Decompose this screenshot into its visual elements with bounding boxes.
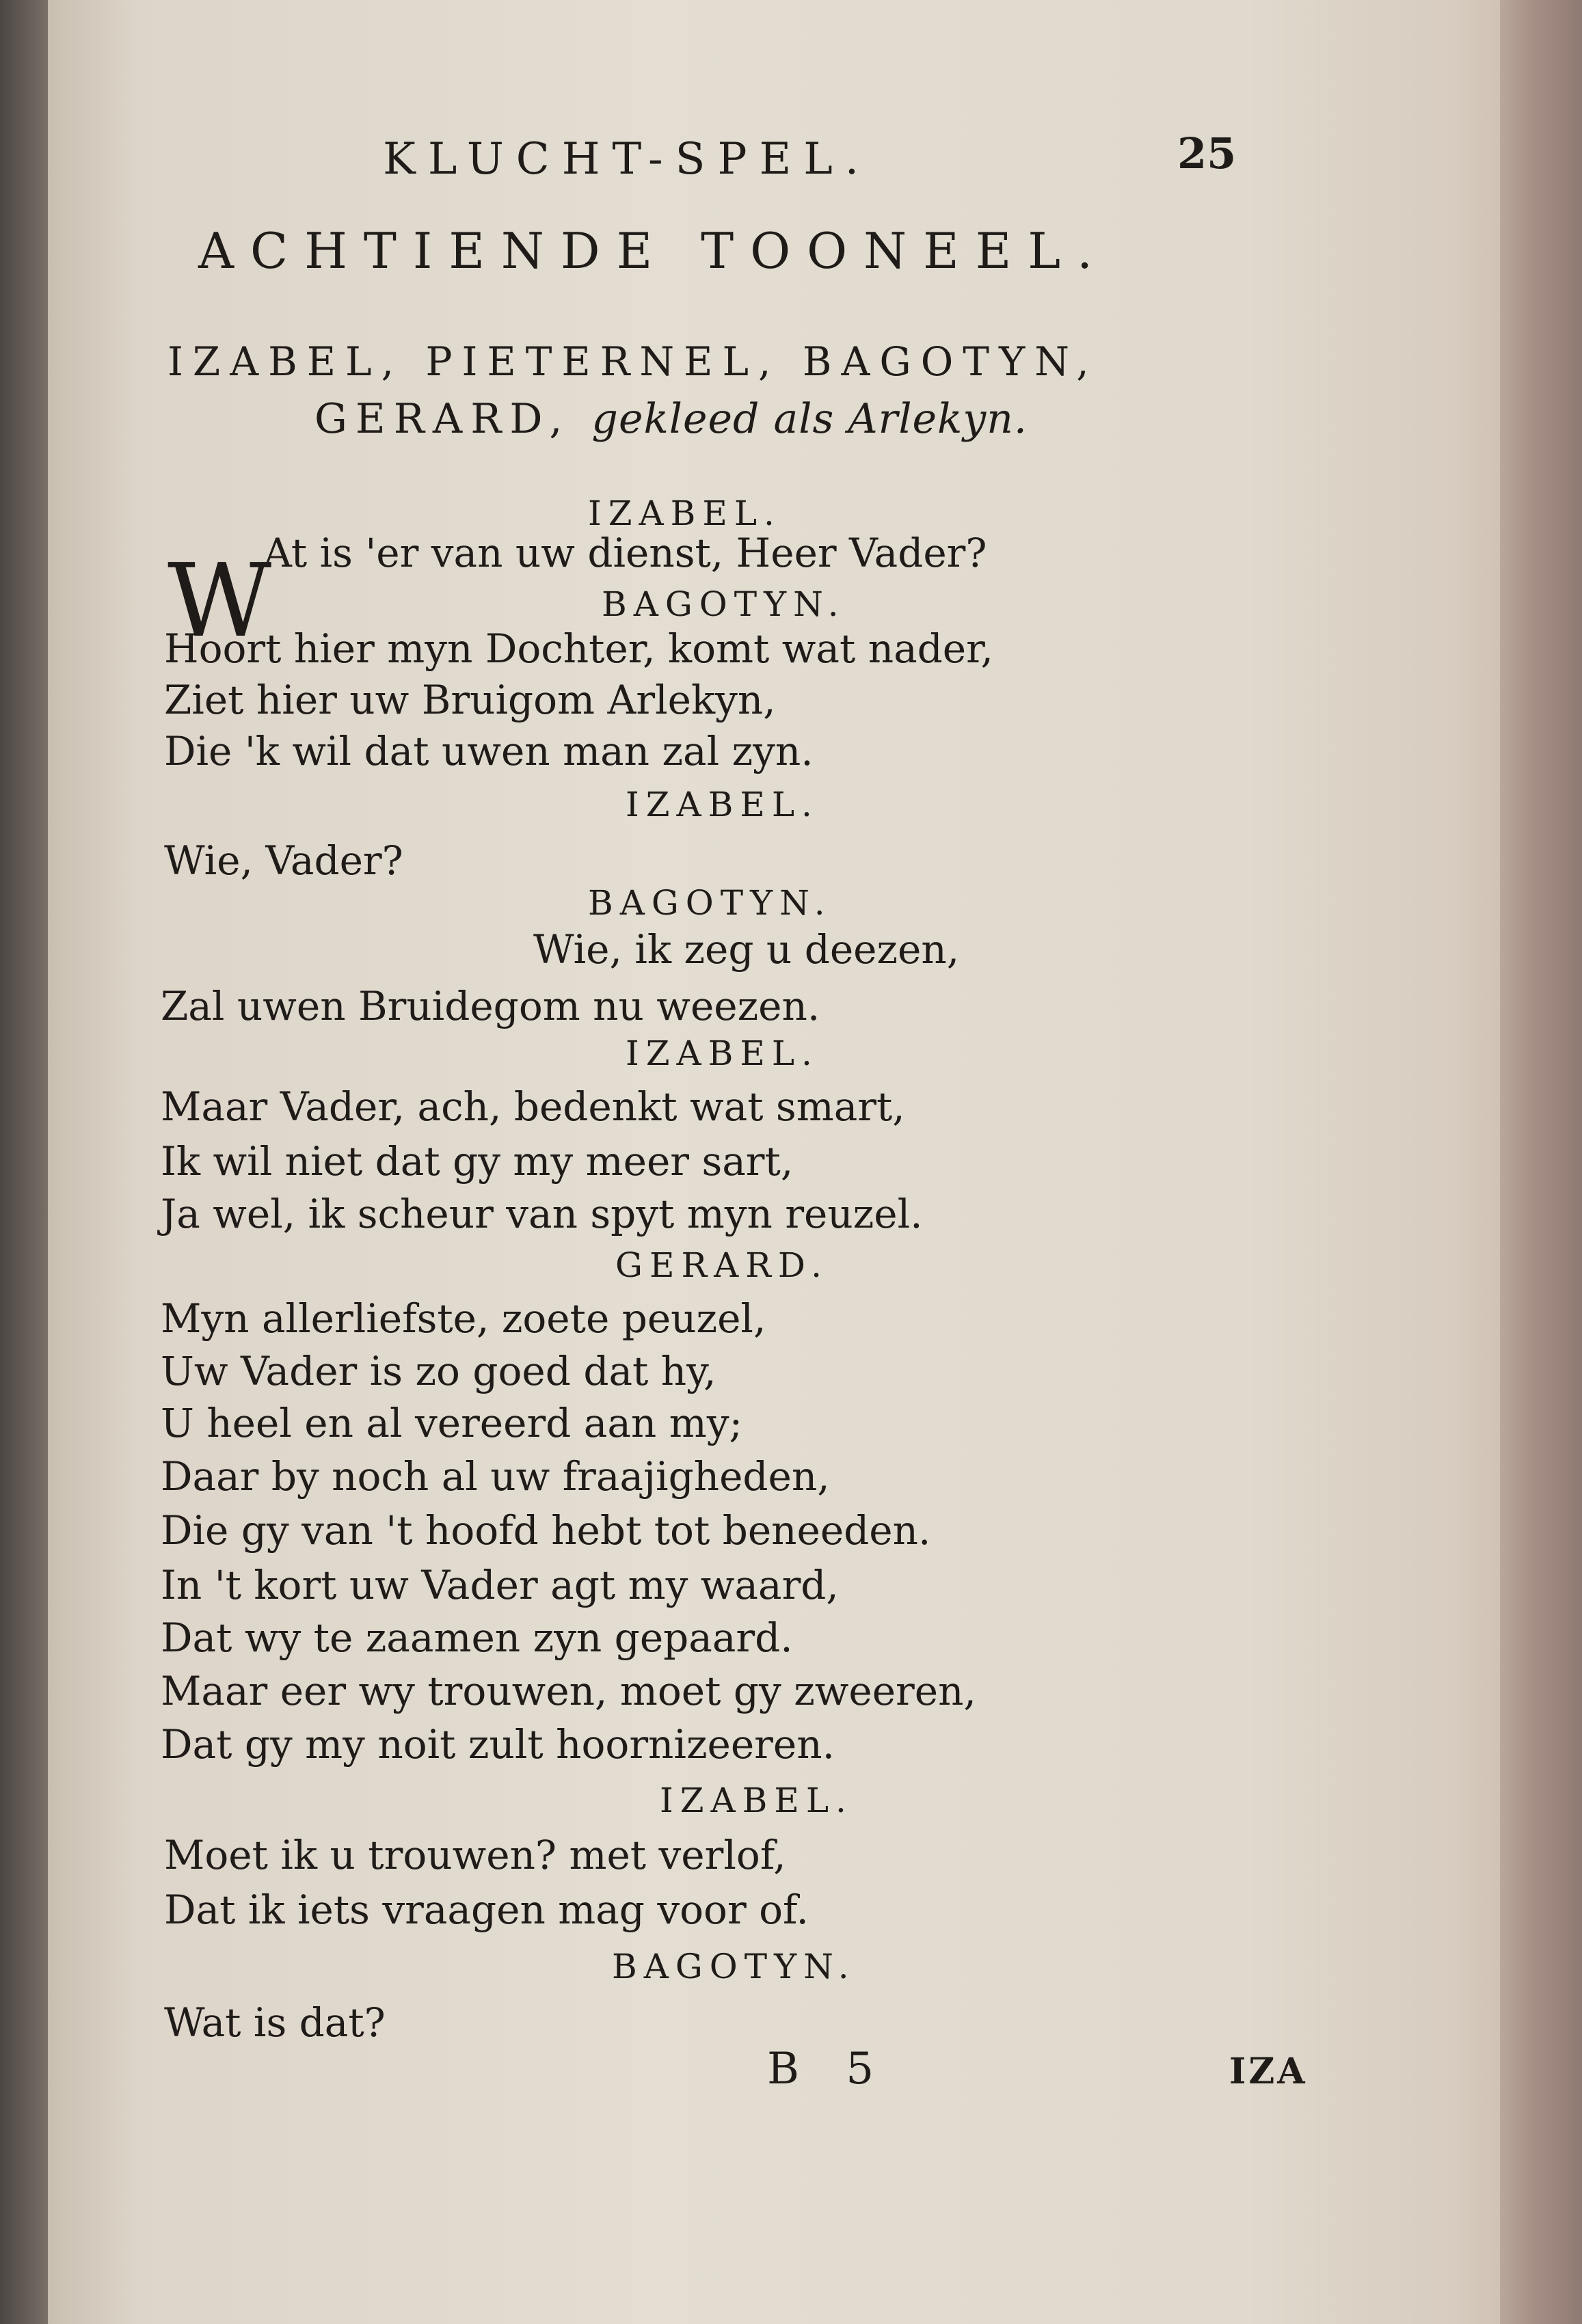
verse-line: Zal uwen Bruidegom nu weezen.	[161, 983, 820, 1029]
signature-mark: B 5	[767, 2044, 891, 2094]
verse-line: Moet ik u trouwen? met verlof,	[164, 1832, 786, 1878]
speaker-label: IZABEL.	[660, 1781, 853, 1820]
drop-cap: W	[167, 542, 272, 660]
verse-line: Ziet hier uw Bruigom Arlekyn,	[164, 677, 776, 723]
verse-line: Myn allerliefste, zoete peuzel,	[161, 1295, 766, 1342]
verse-line: At is 'er van uw dienst, Heer Vader?	[263, 530, 987, 576]
speaker-label: GERARD.	[615, 1245, 829, 1285]
verse-line: U heel en al vereerd aan my;	[161, 1400, 742, 1446]
page-edge-right	[1500, 0, 1582, 2324]
cast-list-line-2	[314, 395, 1028, 443]
verse-line: Die 'k wil dat uwen man zal zyn.	[164, 728, 814, 774]
stage-direction: gekleed als Arlekyn.	[591, 395, 1028, 443]
speaker-label: BAGOTYN.	[612, 1947, 856, 1986]
speaker-label: BAGOTYN.	[588, 883, 832, 923]
verse-line: Dat gy my noit zult hoornizeeren.	[161, 1721, 835, 1768]
verse-line: Uw Vader is zo goed dat hy,	[161, 1348, 716, 1394]
catchword: IZA	[1229, 2051, 1308, 2092]
verse-line: Hoort hier myn Dochter, komt wat nader,	[164, 625, 993, 672]
verse-line: Dat ik iets vraagen mag voor of.	[164, 1887, 809, 1933]
speaker-label: IZABEL.	[588, 494, 781, 533]
speaker-label: IZABEL.	[626, 785, 819, 824]
scene-title: ACHTIENDE TOONEEL.	[198, 222, 1109, 280]
running-head: KLUCHT-SPEL.	[383, 134, 872, 185]
verse-line: Maar eer wy trouwen, moet gy zweeren,	[161, 1668, 976, 1714]
speaker-label: IZABEL.	[626, 1033, 819, 1073]
cast-name-gerard: GERARD,	[314, 395, 571, 443]
verse-line: Wat is dat?	[164, 1999, 386, 2046]
verse-line: Die gy van 't hoofd hebt tot beneeden.	[161, 1507, 931, 1554]
page-number: 25	[1177, 129, 1237, 178]
cast-list-line-1: IZABEL, PIETERNEL, BAGOTYN,	[167, 338, 1099, 385]
verse-line: Ik wil niet dat gy my meer sart,	[161, 1138, 794, 1185]
verse-line: Wie, Vader?	[164, 837, 403, 884]
verse-line: Daar by noch al uw fraajigheden,	[161, 1453, 830, 1500]
verse-line: Maar Vader, ach, bedenkt wat smart,	[161, 1083, 905, 1130]
verse-line: Ja wel, ik scheur van spyt myn reuzel.	[161, 1191, 923, 1237]
verse-line: Dat wy te zaamen zyn gepaard.	[161, 1614, 793, 1661]
speaker-label: BAGOTYN.	[602, 584, 846, 624]
verse-line: In 't kort uw Vader agt my waard,	[161, 1562, 839, 1608]
verse-line: Wie, ik zeg u deezen,	[533, 926, 960, 973]
